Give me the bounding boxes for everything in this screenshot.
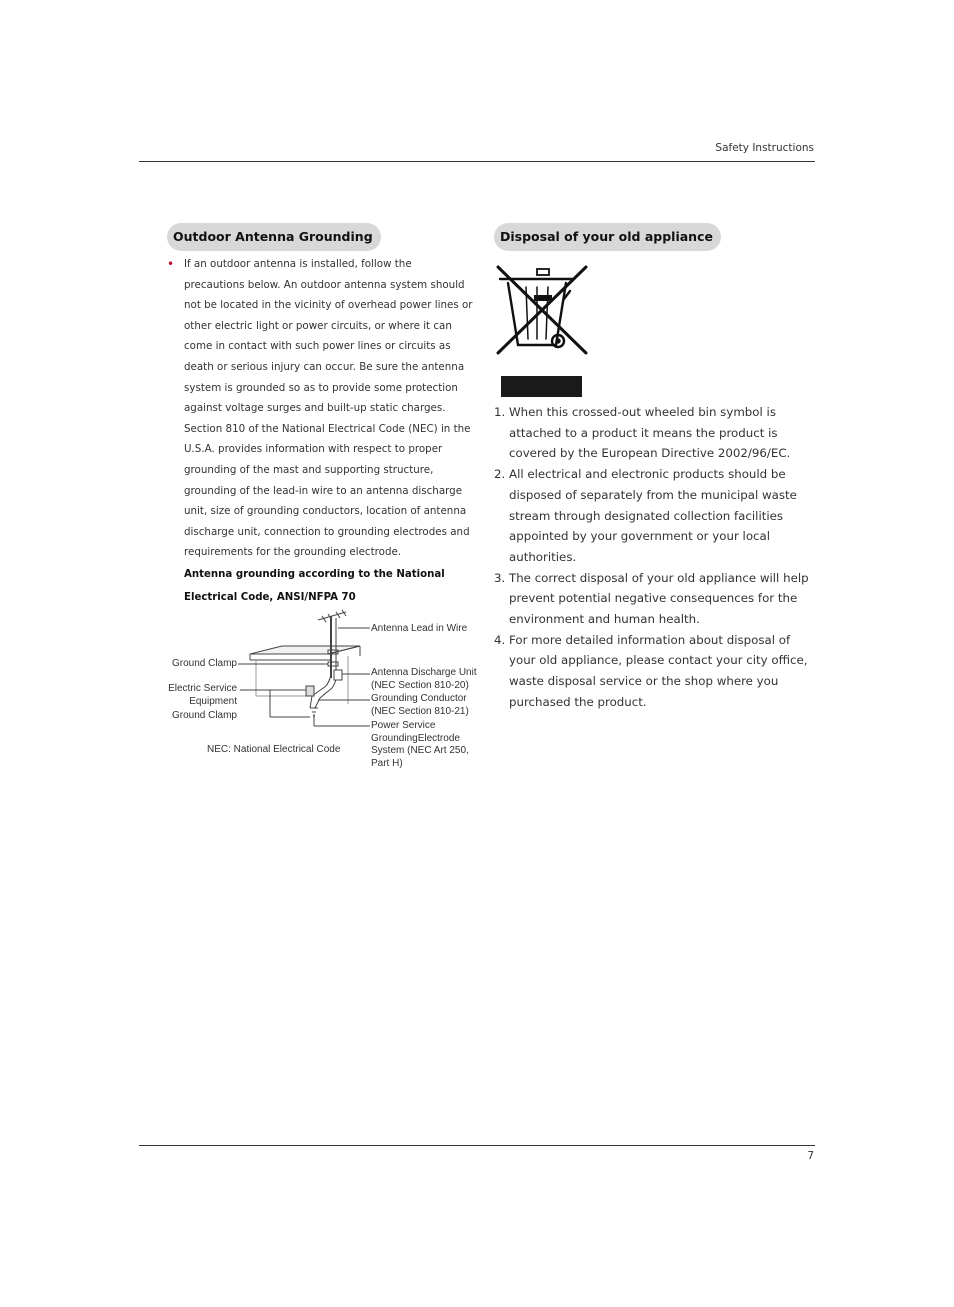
ground-clamp-top-label: Ground Clamp [171,658,237,669]
list-number: 1. [494,405,506,419]
antenna-paragraph: If an outdoor antenna is installed, follow the precautions below. An outdoor antenna system should not be located in the vicinity of overhead power lines or other electric light or power circuits, or where it can come in contact with such power lines or circuits as death or serious injury can occur. Be sure the antenna system is grounded so as to provide some protection against voltage surges and built-up static charges. Section 810 of the National Electrical Code (NEC) in the U.S.A. provides information with respect to proper grounding of the mast and supporting structure, grounding of the lead-in wire to an antenna discharge unit, size of grounding conductors, location of antenna discharge unit, connection to grounding electrodes and requirements for the grounding electrode. [184,258,473,559]
running-header: Safety Instructions [715,142,814,154]
grounding-conductor-label: Grounding Conductor (NEC Section 810-21) [371,693,469,717]
page-number: 7 [807,1150,814,1162]
ground-clamp-bottom-label: Ground Clamp [171,710,237,721]
antenna-grounding-diagram [160,608,490,778]
list-number: 2. [494,467,506,482]
section-heading-disposal: Disposal of your old appliance [494,223,721,251]
list-item [494,464,818,568]
list-number: 3. [494,570,506,585]
list-text: For more detailed information about disposal of your old appliance, please contact your city office, waste disposal service or the shop where you purchased the product. [509,632,808,709]
grounding-code-note: Antenna grounding according to the National Electrical Code, ANSI/NFPA 70 [184,569,445,603]
header-rule [139,161,815,162]
list-text: All electrical and electronic products should be disposed of separately from the municipal waste stream through designated collection facilities appointed by your government or your local authorities. [509,467,797,564]
list-item [494,568,818,630]
disposal-list [494,402,818,713]
discharge-unit-label: Antenna Discharge Unit (NEC Section 810-20) [371,667,477,691]
list-text: When this crossed-out wheeled bin symbol is attached to a product it means the product is covered by the European Directive 2002/96/EC. [509,405,791,461]
list-item [494,630,818,713]
nec-note-label: NEC: National Electrical Code [207,744,341,755]
crossed-out-wheeled-bin-icon [494,261,592,359]
list-text: The correct disposal of your old appliance will help prevent potential negative consequences for the environment and human health. [509,570,809,627]
section-heading-antenna: Outdoor Antenna Grounding [167,223,381,251]
power-service-label: Power Service GroundingElectrode System (NEC Art 250, Part H) [371,720,469,769]
electric-service-label: Electric Service Equipment [168,683,237,707]
list-number: 4. [494,632,506,647]
bullet-marker: • [167,257,175,271]
antenna-lead-label: Antenna Lead in Wire [371,623,468,634]
list-item [494,402,818,464]
black-label-bar [501,376,582,397]
footer-rule [139,1145,815,1146]
